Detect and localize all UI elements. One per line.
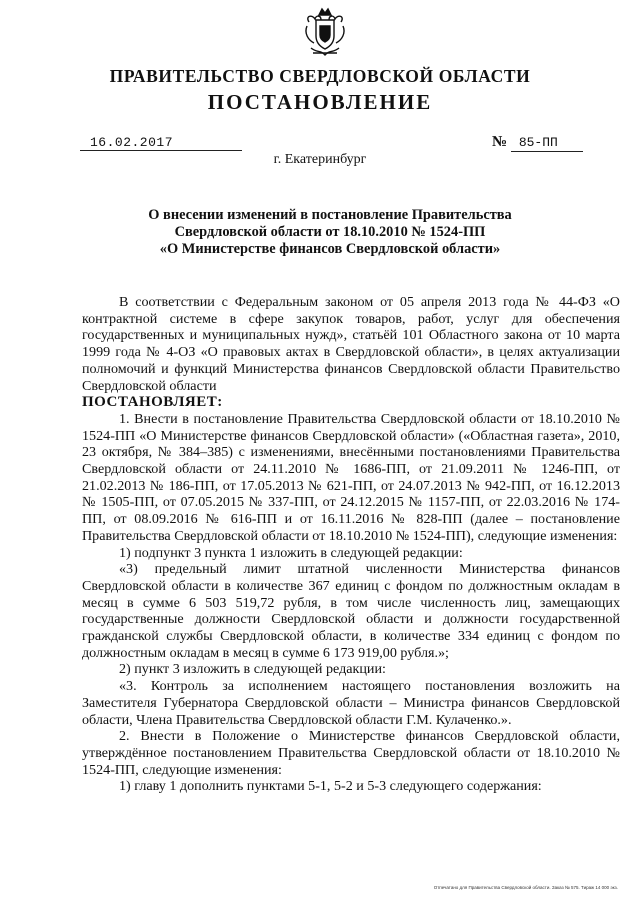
document-type: ПОСТАНОВЛЕНИЕ [207,90,433,114]
item-1-paragraph: 1. Внести в постановление Правительства Свердловской области от 18.10.2010 № 1524-ПП «О Министерстве финансов Свердловской области» («Областная газета», 2010, 23 октября, № 384–385) с изменениями, внесёнными постановлениями Правительства Свердловской области от 24.11.2010 № 1686-ПП, от 21.09.2011 № 1246-ПП, от 21.02.2013 № 186-ПП, от 17.05.2013 № 621-ПП, от 24.07.2013 № 942-ПП, от 16.12.2013 № 1505-ПП, от 07.05.2015 № 337-ПП, от 24.12.2015 № 1157-ПП, от 22.03.2016 № 174-ПП, от 08.09.2016 № 616-ПП и от 16.11.2016 № 828-ПП (далее – постановление Правительства Свердловской области от 18.10.2010 № 1524-ПП), следующие изменения: [82,410,620,544]
resolves-heading: ПОСТАНОВЛЯЕТ: [82,394,223,411]
item-1-1-paragraph: 1) подпункт 3 пункта 1 изложить в следующей редакции: [119,544,463,561]
title-line: «О Министерстве финансов Свердловской области» [159,241,501,257]
preamble-paragraph: В соответствии с Федеральным законом от 05 апреля 2013 года № 44-ФЗ «О контрактной системе в сфере закупок товаров, работ, услуг для обеспечения государственных и муниципальных нужд», статьёй 101 Областного закона от 10 марта 1999 года № 4-ОЗ «О правовых актах в Свердловской области», в целях актуализации полномочий и функций Министерства финансов Свердловской области Правительство Свердловской области [82,294,620,394]
document-number-block [492,134,583,152]
document-title [80,207,580,258]
title-line: Свердловской области от 18.10.2010 № 1524-ПП [174,224,486,240]
number-sign: № [492,134,508,150]
coat-of-arms-icon [303,6,347,60]
document-body [82,294,620,795]
document-date: 16.02.2017 [80,135,242,151]
city: г. Екатеринбург [273,152,367,167]
organization-name: ПРАВИТЕЛЬСТВО СВЕРДЛОВСКОЙ ОБЛАСТИ [109,66,531,86]
title-line: О внесении изменений в постановление Правительства [148,207,512,223]
print-footer: Отпечатано для Правительства Свердловской области. Заказ № 575. Тираж 14 000 экз. [433,885,618,890]
item-2-paragraph: 2. Внести в Положение о Министерстве финансов Свердловской области, утверждённое постановлением Правительства Свердловской области от 18.10.2010 № 1524-ПП, следующие изменения: [82,728,620,778]
item-1-1-text: «3) предельный лимит штатной численности Министерства финансов Свердловской области в количестве 367 единиц с фондом по должностным окладам в месяц в сумме 6 503 519,72 рубля, в том числе численность лиц, замещающих государственные должности Свердловской области и должности государственной гражданской службы Свердловской области, в количестве 334 единиц с фондом по должностным окладам в месяц в сумме 6 173 919,00 рубля.»; [82,561,620,661]
document-number: 85-ПП [511,135,583,152]
item-1-2-paragraph: 2) пункт 3 изложить в следующей редакции: [119,661,386,678]
item-2-1-paragraph: 1) главу 1 дополнить пунктами 5-1, 5-2 и 5-3 следующего содержания: [119,778,542,795]
item-1-2-text: «3. Контроль за исполнением настоящего постановления возложить на Заместителя Губернатора Свердловской области – Министра финансов Свердловской области, Члена Правительства Свердловской области Г.М. Кулаченко.». [82,678,620,728]
